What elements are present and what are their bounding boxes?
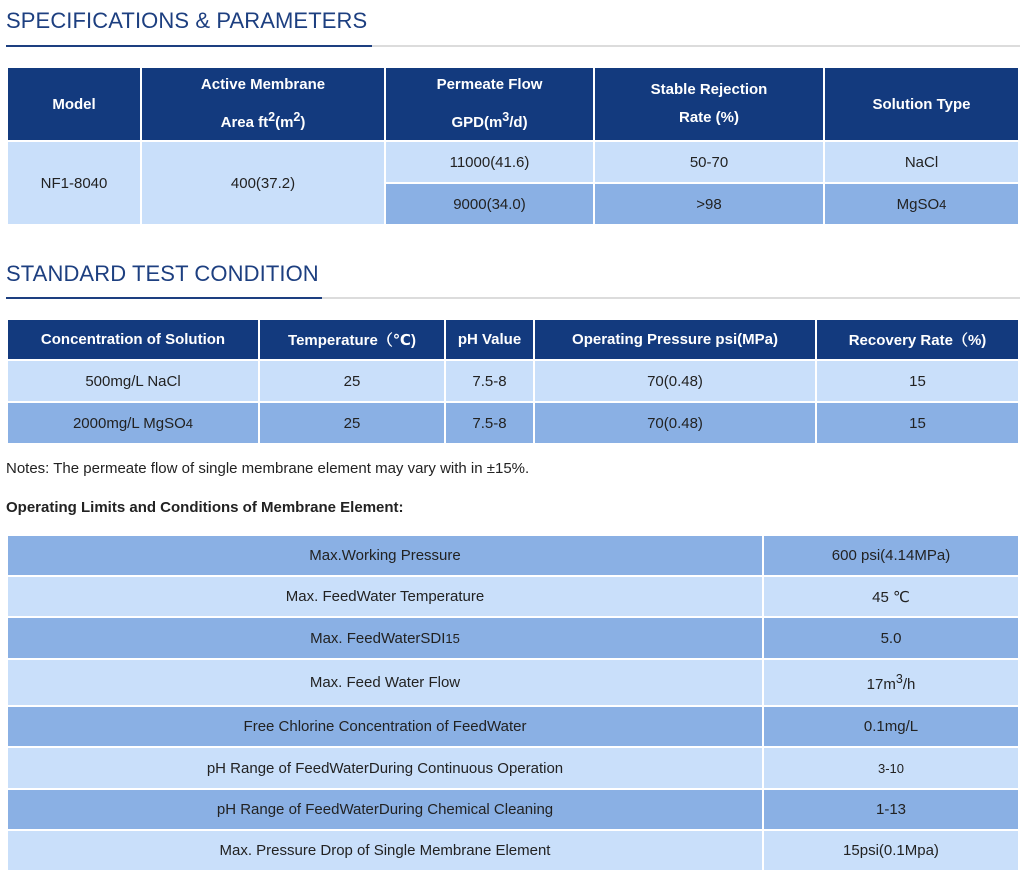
solution-cell: MgSO4 xyxy=(824,183,1019,225)
rejection-cell: >98 xyxy=(594,183,824,225)
spec-header-row xyxy=(7,67,1019,141)
flow-header-line2: $GPD(m^3/d)$ xyxy=(451,110,528,131)
pressure-header: Operating Pressure psi(MPa) xyxy=(534,319,816,360)
concentration-cell: 2000mg/L MgSO4 xyxy=(7,402,259,444)
limit-label: Max. Pressure Drop of Single Membrane Element xyxy=(7,830,763,871)
pressure-cell: 70(0.48) xyxy=(534,402,816,444)
test-section-title: STANDARD TEST CONDITION xyxy=(6,261,319,286)
limits-row xyxy=(7,617,1019,659)
area-header xyxy=(141,67,385,141)
area-cell: 400(37.2) xyxy=(141,141,385,225)
limits-row xyxy=(7,747,1019,789)
limits-row xyxy=(7,789,1019,830)
limits-row xyxy=(7,535,1019,576)
recovery-cell: 15 xyxy=(816,360,1019,402)
temperature-cell: 25 xyxy=(259,360,445,402)
limit-label: pH Range of FeedWaterDuring Continuous Operation xyxy=(7,747,763,789)
temperature-cell: 25 xyxy=(259,402,445,444)
limits-row xyxy=(7,576,1019,617)
rejection-header xyxy=(594,67,824,141)
spec-row xyxy=(7,141,1019,183)
rejection-cell: 50-70 xyxy=(594,141,824,183)
test-header-row xyxy=(7,319,1019,360)
limit-label: pH Range of FeedWaterDuring Chemical Cleaning xyxy=(7,789,763,830)
model-header: Model xyxy=(7,67,141,141)
solution-cell: NaCl xyxy=(824,141,1019,183)
limit-label: Max.Working Pressure xyxy=(7,535,763,576)
notes-text: Notes: The permeate flow of single membrane element may vary with in ±15%. xyxy=(6,460,530,477)
limits-row xyxy=(7,659,1019,706)
recovery-header: Recovery Rate（%) xyxy=(816,319,1019,360)
ph-header: pH Value xyxy=(445,319,534,360)
limit-value: 3-10 xyxy=(763,747,1019,789)
limits-row xyxy=(7,706,1019,747)
area-header-line2: Area $ft^2(m^2)$ xyxy=(220,110,306,131)
limit-value: 15psi(0.1Mpa) xyxy=(763,830,1019,871)
limit-label: Max. Feed Water Flow xyxy=(7,659,763,706)
concentration-cell: 500mg/L NaCl xyxy=(7,360,259,402)
limit-label: Max. FeedWaterSDI15 xyxy=(7,617,763,659)
limit-value: 1-13 xyxy=(763,789,1019,830)
limits-row xyxy=(7,830,1019,871)
rejection-header-line2: Rate (%) xyxy=(678,109,739,126)
test-row xyxy=(7,402,1019,444)
limit-value: 600 psi(4.14MPa) xyxy=(763,535,1019,576)
limit-value: 5.0 xyxy=(763,617,1019,659)
flow-header-line1: Permeate Flow xyxy=(436,76,543,93)
flow-header xyxy=(385,67,594,141)
limit-label: Free Chlorine Concentration of FeedWater xyxy=(7,706,763,747)
rejection-header-line1: Stable Rejection xyxy=(650,81,768,98)
spec-title-accent xyxy=(6,45,372,47)
recovery-cell: 15 xyxy=(816,402,1019,444)
flow-cell: 9000(34.0) xyxy=(385,183,594,225)
ph-cell: 7.5-8 xyxy=(445,402,534,444)
solution-header: Solution Type xyxy=(824,67,1019,141)
test-title-accent xyxy=(6,297,322,299)
limit-label: Max. FeedWater Temperature xyxy=(7,576,763,617)
test-row xyxy=(7,360,1019,402)
ph-cell: 7.5-8 xyxy=(445,360,534,402)
concentration-header: Concentration of Solution xyxy=(7,319,259,360)
area-header-line1: Active Membrane xyxy=(200,76,326,93)
temperature-header: Temperature（℃) xyxy=(259,319,445,360)
model-cell: NF1-8040 xyxy=(7,141,141,225)
spec-table xyxy=(6,66,1020,226)
limits-table xyxy=(6,534,1020,872)
flow-cell: 11000(41.6) xyxy=(385,141,594,183)
spec-section-title: SPECIFICATIONS & PARAMETERS xyxy=(6,8,368,33)
test-table xyxy=(6,318,1020,445)
pressure-cell: 70(0.48) xyxy=(534,360,816,402)
limit-value: 45 ℃ xyxy=(763,576,1019,617)
limits-title: Operating Limits and Conditions of Membrane Element: xyxy=(6,499,404,516)
limit-value: 0.1mg/L xyxy=(763,706,1019,747)
limit-value: $17m^3/h$ xyxy=(763,659,1019,706)
